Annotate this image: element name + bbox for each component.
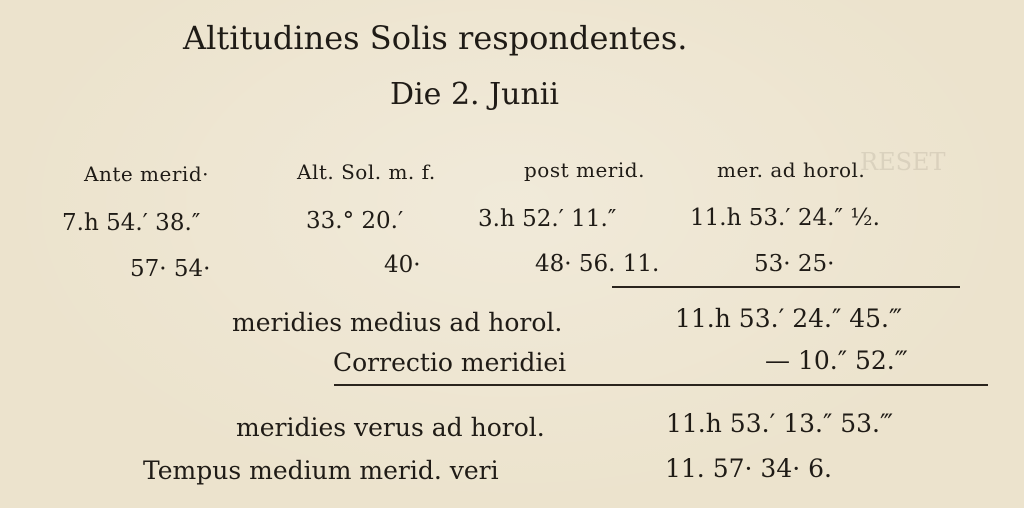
row-1-ante: 7.h 54.′ 38.″ [62,210,201,236]
row-1-post: 3.h 52.′ 11.″ [478,206,617,232]
meridies-verus-value: 11.h 53.′ 13.″ 53.‴ [666,409,893,438]
bleed-through-text: RESET [860,148,946,176]
meridies-medius-label: meridies medius ad horol. [232,308,563,337]
correctio-value: — 10.″ 52.‴ [765,346,908,375]
meridies-verus-label: meridies verus ad horol. [236,413,545,442]
page-title: Altitudines Solis respondentes. [183,19,688,57]
rule-upper [612,286,960,288]
tempus-medium-value: 11. 57· 34· 6. [665,454,832,483]
meridies-medius-value: 11.h 53.′ 24.″ 45.‴ [675,304,902,333]
row-2-post: 48· 56. 11. [535,251,660,277]
header-altitude: Alt. Sol. m. f. [297,160,436,184]
header-post-merid: post merid. [524,158,645,182]
row-2-mer: 53· 25· [754,251,835,277]
tempus-medium-label: Tempus medium merid. veri [143,456,499,485]
row-1-alt: 33.° 20.′ [306,208,404,234]
header-ante-merid: Ante merid· [84,162,209,186]
row-2-ante: 57· 54· [130,256,211,282]
correctio-label: Correctio meridiei [333,348,567,377]
row-2-alt: 40· [384,252,421,278]
header-mer-ad-horol: mer. ad horol. [717,158,866,182]
page-subtitle: Die 2. Junii [390,77,559,112]
rule-lower [334,384,988,386]
row-1-mer: 11.h 53.′ 24.″ ½. [690,205,880,231]
